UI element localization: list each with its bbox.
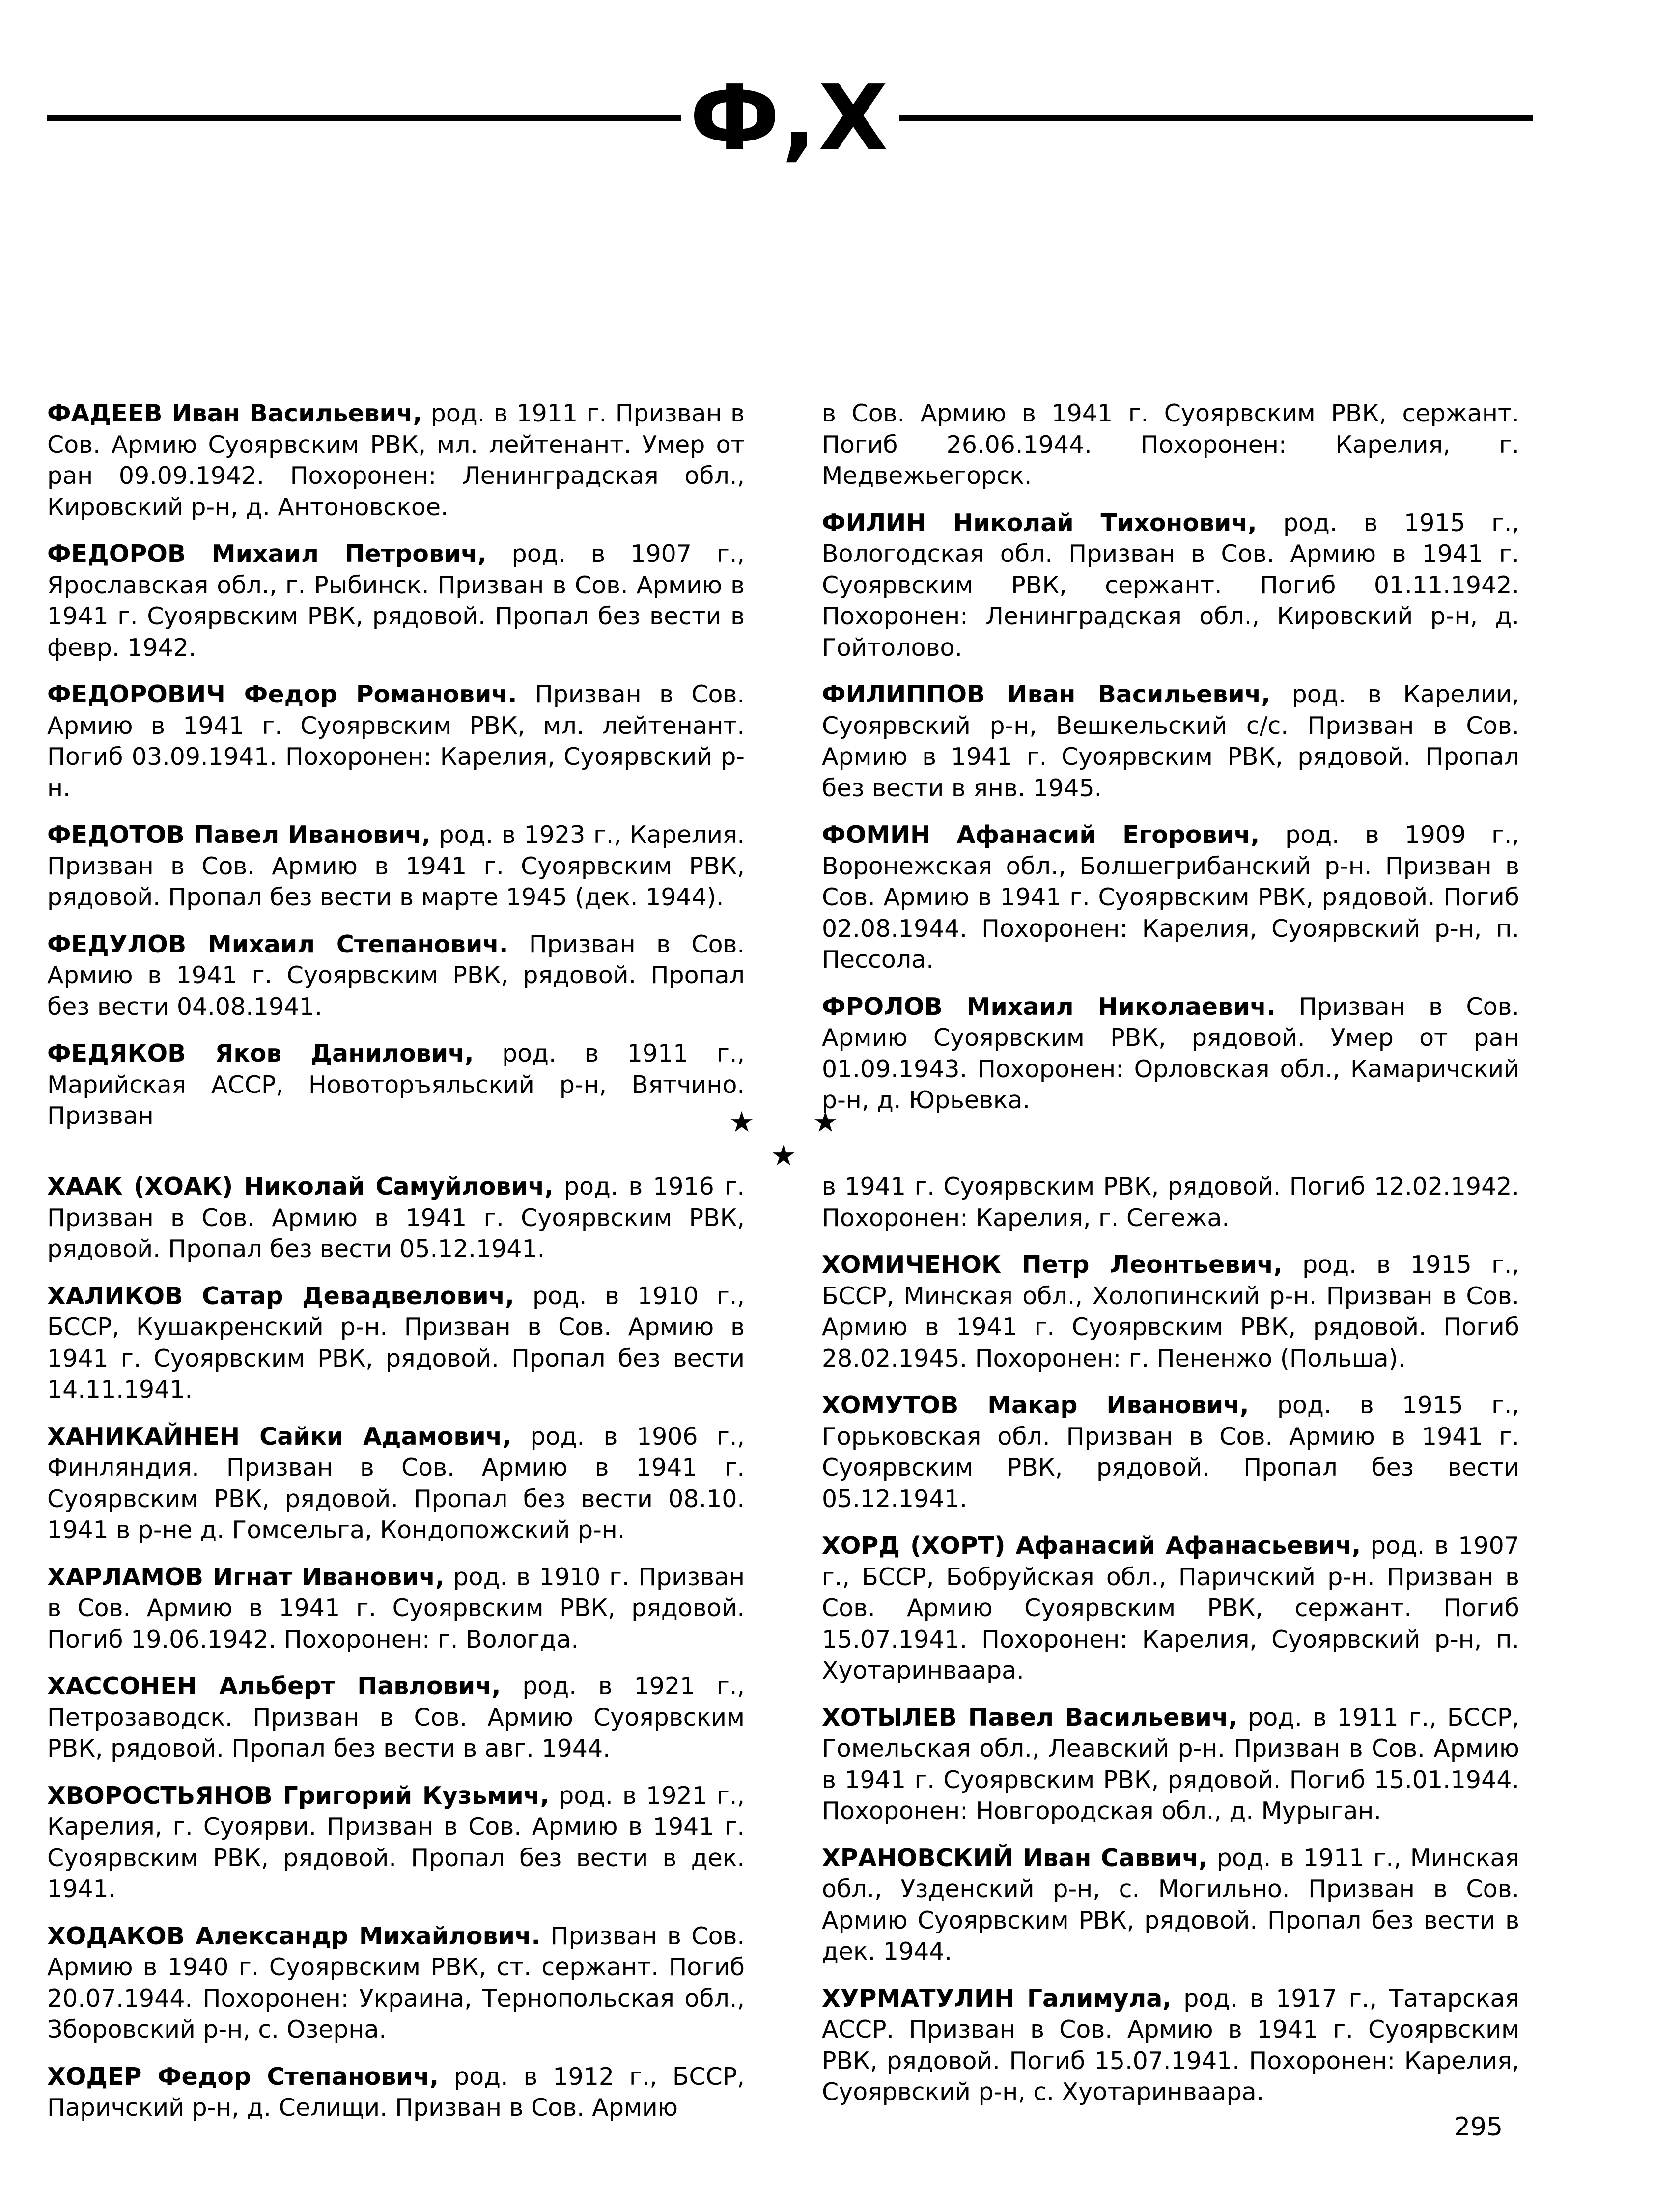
entry-name: ХВОРОСТЬЯНОВ Григорий Кузьмич, (47, 1781, 550, 1810)
entry (822, 819, 1519, 976)
entry-continuation: в Сов. Армию в 1941 г. Суоярвским РВК, сержант. Погиб 26.06.1944. Похоронен: Карелия, г. Медвежьегорск. (822, 399, 1519, 490)
entry-text: род. в Карелии, Суоярвский р-н, Вешкельский с/с. Призван в Сов. Армию в 1941 г. Суоярвским РВК, рядовой. Пропал без вести в янв. 1945. (822, 680, 1519, 802)
entry-text: род. в 1921 г., Петрозаводск. Призван в Сов. Армию Суоярвским РВК, рядовой. Пропал без вести в авг. 1944. (47, 1672, 745, 1763)
entry-text: Призван в Сов. Армию в 1941 г. Суоярвским РВК, рядовой. Пропал без вести 04.08.1941. (47, 930, 745, 1021)
entry (47, 1421, 745, 1546)
entry-text: род. в 1907 г., Ярославская обл., г. Рыбинск. Призван в Сов. Армию в 1941 г. Суоярвским РВК, рядовой. Пропал без вести в февр. 1942. (47, 540, 745, 662)
entry-name: ФРОЛОВ Михаил Николаевич. (822, 992, 1276, 1021)
entry (822, 1249, 1519, 1374)
entry-name: ФЕДУЛОВ Михаил Степанович. (47, 930, 508, 958)
entry-text: род. в 1911 г. Призван в Сов. Армию Суоярвским РВК, мл. лейтенант. Умер от ран 09.09.1942. Похоронен: Ленинградская обл., Кировский р-н, д. Антоновское. (47, 399, 745, 521)
entry-text: род. в 1916 г. Призван в Сов. Армию в 1941 г. Суоярвским РВК, рядовой. Пропал без вести 05.12.1941. (47, 1173, 745, 1263)
entry (47, 398, 745, 523)
entry-name: ХОМИЧЕНОК Петр Леонтьевич, (822, 1251, 1283, 1279)
section-divider-stars: ★ ★ ★ (729, 1105, 863, 1172)
entry-name: ХОДАКОВ Александр Михайлович. (47, 1922, 541, 1950)
entry-text: род. в 1923 г., Карелия. Призван в Сов. Армию в 1941 г. Суоярвским РВК, рядовой. Пропал без вести в марте 1945 (дек. 1944). (47, 821, 745, 911)
entry-text: род. в 1911 г., БССР, Гомельская обл., Леавский р-н. Призван в Сов. Армию в 1941 г. Суоярвским РВК, рядовой. Погиб 15.01.1944. Похоронен: Новгородская обл., д. Мурыган. (822, 1703, 1520, 1825)
entry-name: ХАЛИКОВ Сатар Девадвелович, (47, 1282, 514, 1310)
entry-text: Призван в Сов. Армию Суоярвским РВК, рядовой. Умер от ран 01.09.1943. Похоронен: Орловская обл., Камаричский р-н, д. Юрьевка. (822, 992, 1520, 1114)
entry (47, 1671, 745, 1764)
entry-name: ХАНИКАЙНЕН Сайки Адамович, (47, 1422, 511, 1451)
entry-name: ХААК (ХОАК) Николай Самуйлович, (47, 1173, 554, 1201)
column-f-right (822, 398, 1519, 1132)
entry-text: род. в 1911 г., Марийская АССР, Новоторъяльский р-н, Вятчино. Призван (47, 1039, 745, 1130)
entry-name: ХАРЛАМОВ Игнат Иванович, (47, 1563, 445, 1591)
entry-text: Призван в Сов. Армию в 1940 г. Суоярвским РВК, ст. сержант. Погиб 20.07.1944. Похоронен: Украина, Тернопольская обл., Зборовский р-н, с. Озерна. (47, 1922, 745, 2044)
entry-name: ФИЛИППОВ Иван Васильевич, (822, 680, 1271, 708)
entry-text: род. в 1912 г., БССР, Паричский р-н, д. Селищи. Призван в Сов. Армию (47, 2062, 745, 2122)
entry (822, 991, 1519, 1116)
entry (47, 1171, 745, 1265)
entry-name: ХОМУТОВ Макар Иванович, (822, 1391, 1249, 1419)
entry (822, 1843, 1519, 1967)
entry-text: род. в 1917 г., Татарская АССР. Призван в Сов. Армию в 1941 г. Суоярвским РВК, рядовой. Погиб 15.07.1941. Похоронен: Карелия, Суоярвский р-н, с. Хуотаринваара. (822, 1984, 1520, 2106)
entry-text: род. в 1910 г. Призван в Сов. Армию в 1941 г. Суоярвским РВК, рядовой. Погиб 19.06.1942. Похоронен: г. Вологда. (47, 1563, 745, 1653)
entry (47, 1780, 745, 1905)
column-x-right (822, 1171, 1519, 2124)
entry-name: ФЕДОТОВ Павел Иванович, (47, 821, 431, 849)
entry-name: ФЕДЯКОВ Яков Данилович, (47, 1039, 474, 1067)
entry-name: ФЕДОРОВИЧ Федор Романович. (47, 680, 517, 708)
entry-name: ХАССОНЕН Альберт Павлович, (47, 1672, 501, 1700)
entry (822, 1702, 1519, 1827)
entry-text: род. в 1915 г., БССР, Минская обл., Холопинский р-н. Призван в Сов. Армию в 1941 г. Суоярвским РВК, рядовой. Погиб 28.02.1945. Похоронен: г. Пененжо (Польша). (822, 1251, 1519, 1372)
entry (822, 1983, 1519, 2108)
entry-name: ХОДЕР Федор Степанович, (47, 2062, 439, 2091)
section-letters: Ф,Х (689, 64, 891, 171)
entry (47, 679, 745, 804)
entry-text: род. в 1907 г., БССР, Бобруйская обл., Паричский р-н. Призван в Сов. Армию Суоярвским РВК, сержант. Погиб 15.07.1941. Похоронен: Карелия, Суоярвский р-н, п. Хуотаринваара. (822, 1532, 1519, 1684)
entry (822, 679, 1519, 804)
entry (47, 538, 745, 663)
entry-name: ФАДЕЕВ Иван Васильевич, (47, 399, 422, 427)
entry-text: род. в 1911 г., Минская обл., Узденский р-н, с. Могильно. Призван в Сов. Армию Суоярвским РВК, рядовой. Пропал без вести в дек. 1944. (822, 1844, 1520, 1965)
entry-name: ФОМИН Афанасий Егорович, (822, 821, 1260, 849)
entry (47, 929, 745, 1023)
header-rule-left (47, 115, 681, 121)
entry-text: Призван в Сов. Армию в 1941 г. Суоярвским РВК, мл. лейтенант. Погиб 03.09.1941. Похоронен: Карелия, Суоярвский р-н. (47, 680, 745, 802)
entry-text: род. в 1915 г., Горьковская обл. Призван в Сов. Армию в 1941 г. Суоярвским РВК, рядовой. Пропал без вести 05.12.1941. (822, 1391, 1519, 1513)
header-rule-right (899, 115, 1533, 121)
entry-name: ХРАНОВСКИЙ Иван Саввич, (822, 1844, 1208, 1872)
entry-text: род. в 1910 г., БССР, Кушакренский р-н. Призван в Сов. Армию в 1941 г. Суоярвским РВК, рядовой. Пропал без вести 14.11.1941. (47, 1282, 745, 1403)
entry-text: род. в 1921 г., Карелия, г. Суоярви. Призван в Сов. Армию в 1941 г. Суоярвским РВК, рядовой. Пропал без вести в дек. 1941. (47, 1781, 745, 1903)
page-number: 295 (1454, 2112, 1503, 2142)
entry (47, 1281, 745, 1405)
entry (822, 507, 1519, 664)
entry-name: ХУРМАТУЛИН Галимула, (822, 1984, 1172, 2013)
column-x-left (47, 1171, 745, 2139)
entry (47, 1038, 745, 1132)
entry-name: ФИЛИН Николай Тихонович, (822, 508, 1257, 537)
section-header (47, 64, 1533, 171)
entry (822, 1390, 1519, 1514)
entry-name: ХОТЫЛЕВ Павел Васильевич, (822, 1703, 1238, 1732)
entry-name: ФЕДОРОВ Михаил Петрович, (47, 540, 487, 568)
entry-text: род. в 1906 г., Финляндия. Призван в Сов. Армию в 1941 г. Суоярвским РВК, рядовой. Пропал без вести 08.10. 1941 в р-не д. Гомсельга, Кондопожский р-н. (47, 1422, 745, 1544)
entry-text: род. в 1909 г., Воронежская обл., Болшегрибанский р-н. Призван в Сов. Армию в 1941 г. Суоярвским РВК, рядовой. Погиб 02.08.1944. Похоронен: Карелия, Суоярвский р-н, п. Пессола. (822, 821, 1519, 974)
entry (47, 1562, 745, 1655)
entry (47, 819, 745, 913)
entry-name: ХОРД (ХОРТ) Афанасий Афанасьевич, (822, 1532, 1361, 1560)
column-f-left (47, 398, 745, 1148)
entry-text: род. в 1915 г., Вологодская обл. Призван в Сов. Армию в 1941 г. Суоярвским РВК, сержант. Погиб 01.11.1942. Похоронен: Ленинградская обл., Кировский р-н, д. Гойтолово. (822, 508, 1519, 662)
entry (47, 2061, 745, 2124)
entry (822, 1530, 1519, 1686)
entry-continuation: в 1941 г. Суоярвским РВК, рядовой. Погиб 12.02.1942. Похоронен: Карелия, г. Сегежа. (822, 1173, 1519, 1232)
entry (47, 1921, 745, 2045)
